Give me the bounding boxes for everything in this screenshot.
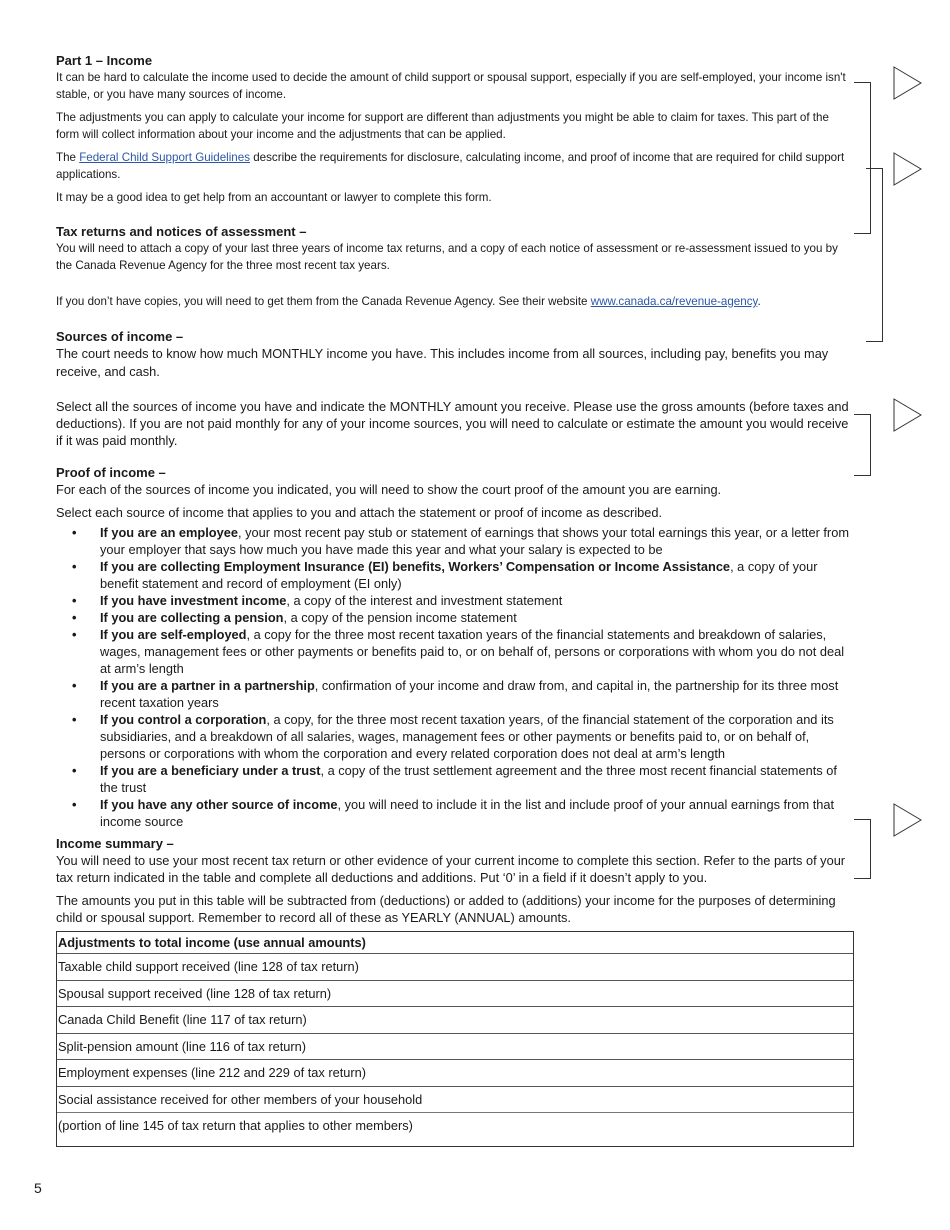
list-item-text: , a copy of the interest and investment statement <box>286 593 563 608</box>
page-number: 5 <box>34 1180 42 1196</box>
list-item-text: , you will need to include it in the list and include proof of your annual earnings from that income source <box>100 797 835 829</box>
part1-paragraph-4: It may be a good idea to get help from an accountant or lawyer to complete this form. <box>56 191 492 204</box>
sources-title: Sources of income – <box>56 329 184 344</box>
adjustments-table <box>56 931 854 1147</box>
sources-paragraph-2: Select all the sources of income you have and indicate the MONTHLY amount you receive. Please use the gross amounts (before taxes and deductions). If you are not paid monthly for any of your income sources, you will need to calculate or estimate the amount you would receive if it was paid monthly. <box>56 399 849 448</box>
tax-returns-paragraph-2-end: . <box>757 295 761 308</box>
bullet: • <box>72 559 77 574</box>
tax-returns-paragraph-2-start: If you don’t have copies, you will need to get them from the Canada Revenue Agency. See their website <box>56 295 591 308</box>
part1-paragraph-3-end: describe the requirements for disclosure, calculating income, and proof of income that are required for child support applications. <box>56 151 845 181</box>
list-item-bold: If you are collecting a pension <box>100 610 284 625</box>
list-item-text: , confirmation of your income and draw from, and capital in, the partnership for its three most recent taxation years <box>100 678 839 710</box>
list-item-text: , a copy for the three most recent taxation years of the financial statements and breakdown of salaries, wages, management fees or other payments or benefits paid to, or on behalf of, persons or corporations with whom you do not deal at arm’s length <box>100 627 845 676</box>
bullet: • <box>72 627 77 642</box>
part1-title: Part 1 – Income <box>56 53 153 68</box>
list-item <box>56 677 852 711</box>
federal-guidelines-link[interactable]: Federal Child Support Guidelines <box>79 151 250 164</box>
list-item-text: , a copy of the trust settlement agreement and the three most recent financial statements of the trust <box>100 763 837 795</box>
proof-title: Proof of income – <box>56 465 166 480</box>
list-item <box>56 609 852 626</box>
bullet: • <box>72 712 77 727</box>
list-item-bold: If you are self-employed <box>100 627 247 642</box>
bullet: • <box>72 763 77 778</box>
margin-bracket <box>854 819 871 879</box>
list-item <box>56 524 852 558</box>
proof-list <box>56 524 852 830</box>
list-item <box>56 592 852 609</box>
list-item-text: , a copy, for the three most recent taxation years, of the financial statement of the corporation and its subsidiaries, and a breakdown of all salaries, wages, management fees or other payments or benefits paid to, or on behalf of, persons or corporations with whom the corporation and every related corporation does not deal at arm’s length <box>100 712 834 761</box>
table-row: Taxable child support received (line 128 of tax return) <box>57 953 853 980</box>
list-item <box>56 796 852 830</box>
list-item-bold: If you have any other source of income <box>100 797 338 812</box>
table-row: Canada Child Benefit (line 117 of tax return) <box>57 1006 853 1033</box>
list-item-bold: If you are an employee <box>100 525 238 540</box>
list-item-text: , a copy of the pension income statement <box>283 610 517 625</box>
list-item-bold: If you are collecting Employment Insurance (EI) benefits, Workers’ Compensation or Income Assistance <box>100 559 731 574</box>
bullet: • <box>72 525 77 540</box>
tax-returns-paragraph-1: You will need to attach a copy of your last three years of income tax returns, and a copy of each notice of assessment or re-assessment issued to you by the Canada Revenue Agency for the three most recent tax years. <box>56 242 838 272</box>
revenue-agency-link[interactable]: www.canada.ca/revenue-agency <box>590 295 758 308</box>
part1-paragraph-3-start: The <box>56 151 80 164</box>
triangle-marker-icon[interactable] <box>893 398 923 432</box>
tax-returns-title: Tax returns and notices of assessment – <box>56 224 307 239</box>
list-item-bold: If you are a beneficiary under a trust <box>100 763 321 778</box>
summary-paragraph-2: The amounts you put in this table will be subtracted from (deductions) or added to (additions) your income for the purposes of determining child or spousal support. Remember to record all of these as YEARLY (ANNUAL) amounts. <box>56 893 836 925</box>
table-header: Adjustments to total income (use annual amounts) <box>58 935 366 950</box>
list-item <box>56 626 852 677</box>
part1-paragraph-3 <box>56 149 852 183</box>
tax-returns-paragraph-2 <box>56 293 852 310</box>
bullet: • <box>72 593 77 608</box>
list-item <box>56 711 852 762</box>
table-row: (portion of line 145 of tax return that applies to other members) <box>57 1112 853 1146</box>
proof-paragraph-1: For each of the sources of income you indicated, you will need to show the court proof of the amount you are earning. <box>56 482 722 497</box>
triangle-marker-icon[interactable] <box>893 803 923 837</box>
page-content <box>56 52 852 1147</box>
margin-bracket <box>866 168 883 342</box>
bullet: • <box>72 797 77 812</box>
proof-paragraph-2: Select each source of income that applies to you and attach the statement or proof of income as described. <box>56 505 663 520</box>
summary-title: Income summary – <box>56 836 174 851</box>
list-item-bold: If you are a partner in a partnership <box>100 678 315 693</box>
bullet: • <box>72 678 77 693</box>
part1-paragraph-1: It can be hard to calculate the income used to decide the amount of child support or spousal support, especially if you are self-employed, your income isn't stable, or you have many sources of income. <box>56 71 846 101</box>
triangle-marker-icon[interactable] <box>893 66 923 100</box>
table-row: Split-pension amount (line 116 of tax return) <box>57 1033 853 1060</box>
margin-bracket <box>854 414 871 476</box>
table-row: Employment expenses (line 212 and 229 of tax return) <box>57 1059 853 1086</box>
list-item-bold: If you have investment income <box>100 593 287 608</box>
table-row: Social assistance received for other members of your household <box>57 1086 853 1113</box>
list-item <box>56 762 852 796</box>
list-item-text: , your most recent pay stub or statement of earnings that shows your total earnings this year, or a letter from your employer that says how much you have made this year and what your salary is expected to be <box>100 525 849 557</box>
bullet: • <box>72 610 77 625</box>
table-row: Spousal support received (line 128 of tax return) <box>57 980 853 1007</box>
list-item-bold: If you control a corporation <box>100 712 267 727</box>
triangle-marker-icon[interactable] <box>893 152 923 186</box>
list-item-text: , a copy of your benefit statement and record of employment (EI only) <box>100 559 818 591</box>
sources-paragraph-1: The court needs to know how much MONTHLY income you have. This includes income from all sources, including pay, benefits you may receive, and cash. <box>56 346 829 379</box>
summary-paragraph-1: You will need to use your most recent tax return or other evidence of your current income to complete this section. Refer to the parts of your tax return indicated in the table and complete all deductions and additions. Put ‘0’ in a field if it doesn’t apply to you. <box>56 853 846 885</box>
list-item <box>56 558 852 592</box>
part1-paragraph-2: The adjustments you can apply to calculate your income for support are different than adjustments you might be able to claim for taxes. This part of the form will collect information about your income and the adjustments that can be applied. <box>56 111 829 141</box>
